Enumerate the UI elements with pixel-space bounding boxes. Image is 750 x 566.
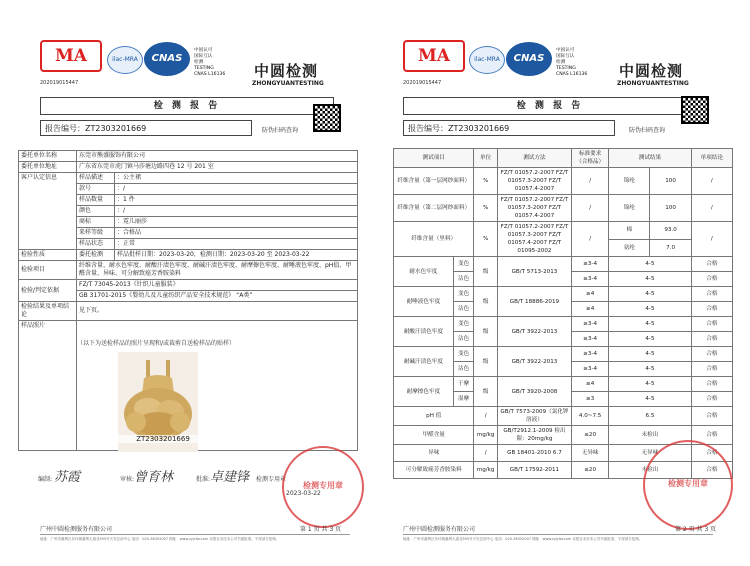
requirement: ≥3-4 <box>572 272 609 287</box>
qr-code-icon[interactable] <box>313 104 341 132</box>
unit: mg/kg <box>474 462 497 479</box>
reviewer-label: 审核: <box>120 476 135 483</box>
footer-company: 广州中圆检测服务有限公司 <box>40 526 113 533</box>
col-header: 标准要求（合格品） <box>572 149 609 168</box>
result: 4-5 <box>609 392 692 407</box>
conclusion: 合格 <box>691 426 732 445</box>
cnas-logo: CNAS <box>144 42 190 76</box>
method: GB/T 17592-2011 <box>497 462 571 479</box>
unit: 级 <box>474 317 497 347</box>
table-row <box>394 347 733 362</box>
unit: 级 <box>474 287 497 317</box>
conclusion: 合格 <box>691 257 732 272</box>
brand-name-en: ZHONGYUANTESTING <box>252 80 324 87</box>
official-stamp: 检测专用章 <box>282 446 364 528</box>
requirement: ≥4 <box>572 377 609 392</box>
field-key: 商标 <box>77 217 115 228</box>
report-title: 检 测 报 告 <box>403 97 697 115</box>
table-row: 纤维含量（里料） % FZ/T 01057.2-2007 FZ/T 01057.3-2007 FZ/T 01057.4-2007 FZ/T 01095-2002 / 棉 93.0 / <box>394 222 733 240</box>
conclusion: 合格 <box>691 347 732 362</box>
report-title: 检 测 报 告 <box>40 97 334 115</box>
requirement: ≥3-4 <box>572 332 609 347</box>
ilac-mra-logo: ilac-MRA <box>107 46 143 74</box>
requirement: ≥3-4 <box>572 347 609 362</box>
cma-logo: MA <box>40 40 102 72</box>
row-label: 检验结果及单项结论 <box>19 302 77 321</box>
brand-name-cn: 中圆检测 <box>619 62 684 80</box>
cma-logo: MA <box>403 40 465 72</box>
brand-name-en: ZHONGYUANTESTING <box>617 80 689 87</box>
test-item: 耐唾液色牢度 <box>394 287 454 317</box>
test-item: 耐水色牢度 <box>394 257 454 287</box>
footer-divider <box>40 534 350 535</box>
table-row <box>394 287 733 302</box>
footer-page: 第 1 页 共 3 页 <box>300 526 342 533</box>
result: 4-5 <box>609 272 692 287</box>
test-dates: 样品批样日期：2023-03-20，检测日期：2023-03-20 至 2023-03-22 <box>115 250 358 261</box>
requirement: ≤20 <box>572 462 609 479</box>
field-value: ：/ <box>115 206 358 217</box>
stamp-label: 检测专用章 <box>256 476 287 483</box>
unit: 级 <box>474 257 497 287</box>
method: GB/T 18886-2019 <box>497 287 571 317</box>
row-label: 委托单位名称 <box>19 151 77 162</box>
field-key: 样品数量 <box>77 195 115 206</box>
client-address: 广东省东莞市虎门镇马莎塘边路四巷 12 号 201 室 <box>77 162 358 173</box>
conclusion: 合格 <box>691 272 732 287</box>
footer-page: 第 2 页 共 3 页 <box>675 526 717 533</box>
footer-divider <box>403 534 713 535</box>
method: GB 18401-2010 6.7 <box>497 445 571 462</box>
result: 4-5 <box>609 377 692 392</box>
accreditation-text: 中国认可 国际互认 检测 TESTING CNAS L16136 <box>194 48 226 77</box>
cma-number: 202019015447 <box>403 80 442 86</box>
client-name: 东莞市熊盛服饰有限公司 <box>77 151 358 162</box>
qr-code-icon[interactable] <box>681 96 709 124</box>
table-row <box>394 257 733 272</box>
conclusion: 合格 <box>691 392 732 407</box>
sign-date: 2023-03-22 <box>286 490 321 497</box>
test-item: 甲醛含量 <box>394 426 474 445</box>
compiler-signature: 苏霞 <box>54 470 81 485</box>
conclusion: 合格 <box>691 317 732 332</box>
photo-caption: （以下为送检样品的照片呈现和/或裁剪自送检样品的贴样） <box>77 340 236 347</box>
conclusion: 合格 <box>691 445 732 462</box>
sub-item: 变色 <box>453 257 474 272</box>
requirement: ≥3-4 <box>572 257 609 272</box>
conclusion: 见下页。 <box>77 302 358 321</box>
row-label: 检验/判定依据 <box>19 280 77 302</box>
sub-item: 变色 <box>453 317 474 332</box>
result: 4-5 <box>609 362 692 377</box>
sub-item: 湿摩 <box>453 392 474 407</box>
reviewer-signature: 曾育林 <box>134 470 174 485</box>
result: 4-5 <box>609 302 692 317</box>
field-key: 来样等级 <box>77 228 115 239</box>
conclusion: 合格 <box>691 407 732 426</box>
accreditation-text: 中国认可 国际互认 检测 TESTING CNAS L16136 <box>556 48 588 77</box>
field-key: 样品状态 <box>77 239 115 250</box>
result: 4-5 <box>609 317 692 332</box>
requirement: 4.0~7.5 <box>572 407 609 426</box>
result: 4-5 <box>609 332 692 347</box>
field-value: ：霓儿丽莎 <box>115 217 358 228</box>
table-row: 纤维含量（第二层网纱面料） % FZ/T 01057.2-2007 FZ/T 01057.3-2007 FZ/T 01057.4-2007 / 锦纶 100 / <box>394 195 733 222</box>
anti-fake-label: 防伪扫码查询 <box>629 127 666 134</box>
table-row: 氨纶 7.0 <box>394 239 733 257</box>
footer-note: 地址：广州市番禺区东环街番禺大道北555号天安总部中心 电话：020-36352007 网址：www.zyjcfw.com 本报告未经本公司书面批准，不得部分复制。 <box>403 537 643 541</box>
method: GB/T 5713-2013 <box>497 257 571 287</box>
method: GB/T 3922-2013 <box>497 317 571 347</box>
col-header: 测试方法 <box>497 149 571 168</box>
result: 未检出 <box>609 462 692 479</box>
method: GB/T 3920-2008 <box>497 377 571 407</box>
sub-item: 干摩 <box>453 377 474 392</box>
unit: / <box>474 407 497 426</box>
conclusion: 合格 <box>691 302 732 317</box>
sub-item: 沾色 <box>453 332 474 347</box>
result: 无异味 <box>609 445 692 462</box>
test-item: pH 值 <box>394 407 474 426</box>
brand-name-cn: 中圆检测 <box>254 62 319 80</box>
result: 4-5 <box>609 287 692 302</box>
cma-number: 202019015447 <box>40 80 79 86</box>
result: 4-5 <box>609 257 692 272</box>
test-items: 纤维含量、耐水色牢度、耐酸汗渍色牢度、耐碱汗渍色牢度、耐摩擦色牢度、耐唾液色牢度、pH值、甲醛含量、异味、可分解致癌芳香胺染料 <box>77 261 358 280</box>
test-item: 可分解致癌芳香胺染料 <box>394 462 474 479</box>
photo-report-tag: ZT2303201669 <box>118 435 208 443</box>
unit: / <box>474 445 497 462</box>
method: GB/T 7573-2009（氯化钾溶液） <box>497 407 571 426</box>
row-label: 检验项目 <box>19 261 77 280</box>
requirement: ≤20 <box>572 426 609 445</box>
approver-label: 批准: <box>196 476 211 483</box>
row-label: 检验性质 <box>19 250 77 261</box>
requirement: ≥4 <box>572 287 609 302</box>
report-page-2 <box>375 0 750 566</box>
table-row: 纤维含量（第一层网纱面料） % FZ/T 01057.2-2007 FZ/T 01057.3-2007 FZ/T 01057.4-2007 / 锦纶 100 / <box>394 168 733 195</box>
test-item: 耐酸汗渍色牢度 <box>394 317 454 347</box>
compiler-label: 编制: <box>38 476 53 483</box>
table-row <box>394 407 733 426</box>
requirement: ≥3-4 <box>572 362 609 377</box>
sub-item: 变色 <box>453 347 474 362</box>
result: 4-5 <box>609 347 692 362</box>
footer-company: 广州中圆检测服务有限公司 <box>403 526 476 533</box>
col-header: 测试项目 <box>394 149 474 168</box>
sub-item: 变色 <box>453 287 474 302</box>
col-header: 测试结果 <box>609 149 692 168</box>
method: GB/T 3922-2013 <box>497 347 571 377</box>
conclusion: 合格 <box>691 377 732 392</box>
requirement: 无异味 <box>572 445 609 462</box>
field-key: 款号 <box>77 184 115 195</box>
report-number: 报告编号：ZT2303201669 <box>40 120 252 136</box>
requirement: ≥3 <box>572 392 609 407</box>
anti-fake-label: 防伪扫码查询 <box>262 127 299 134</box>
col-header: 单位 <box>474 149 497 168</box>
field-value: ：正常 <box>115 239 358 250</box>
requirement: ≥4 <box>572 302 609 317</box>
field-value: ：公主裙 <box>115 173 358 184</box>
requirement: ≥3-4 <box>572 317 609 332</box>
sub-item: 沾色 <box>453 362 474 377</box>
unit: mg/kg <box>474 426 497 445</box>
table-row <box>394 377 733 392</box>
ilac-mra-logo: ilac-MRA <box>469 46 505 74</box>
row-label: 样品照片 <box>19 321 77 451</box>
col-header: 单项结论 <box>691 149 732 168</box>
results-table <box>393 148 733 479</box>
basis-standard-1: FZ/T 73045-2013《针织儿童服装》 <box>77 280 358 291</box>
basis-standard-2: GB 31701-2015《婴幼儿及儿童纺织产品安全技术规范》 “A类” <box>77 291 358 302</box>
table-row <box>394 317 733 332</box>
conclusion: 合格 <box>691 362 732 377</box>
row-label: 委托单位地址 <box>19 162 77 173</box>
approver-signature: 卓建锋 <box>210 470 250 485</box>
field-value: ：/ <box>115 184 358 195</box>
report-number: 报告编号：ZT2303201669 <box>403 120 615 136</box>
field-key: 颜色 <box>77 206 115 217</box>
test-item: 耐摩擦色牢度 <box>394 377 454 407</box>
unit: 级 <box>474 377 497 407</box>
test-item: 异味 <box>394 445 474 462</box>
conclusion: 合格 <box>691 462 732 479</box>
field-value: ：合格品 <box>115 228 358 239</box>
field-key: 样品描述 <box>77 173 115 184</box>
official-stamp: 检测专用章 <box>643 440 733 530</box>
sub-item: 沾色 <box>453 302 474 317</box>
footer-note: 地址：广州市番禺区东环街番禺大道北555号天安总部中心 电话：020-36352007 网址：www.zyjcfw.com 本报告未经本公司书面批准，不得部分复制。 <box>40 537 280 541</box>
cnas-logo: CNAS <box>506 42 552 76</box>
test-item: 耐碱汗渍色牢度 <box>394 347 454 377</box>
field-value: ：1 件 <box>115 195 358 206</box>
method: GB/T2912.1-2009 检出限：20mg/kg <box>497 426 571 445</box>
row-label: 客户认定信息 <box>19 173 77 250</box>
conclusion: 合格 <box>691 287 732 302</box>
result: 6.5 <box>609 407 692 426</box>
conclusion: 合格 <box>691 332 732 347</box>
sub-item: 沾色 <box>453 272 474 287</box>
inspection-type: 委托检测 <box>77 250 115 261</box>
unit: 级 <box>474 347 497 377</box>
result: 未检出 <box>609 426 692 445</box>
